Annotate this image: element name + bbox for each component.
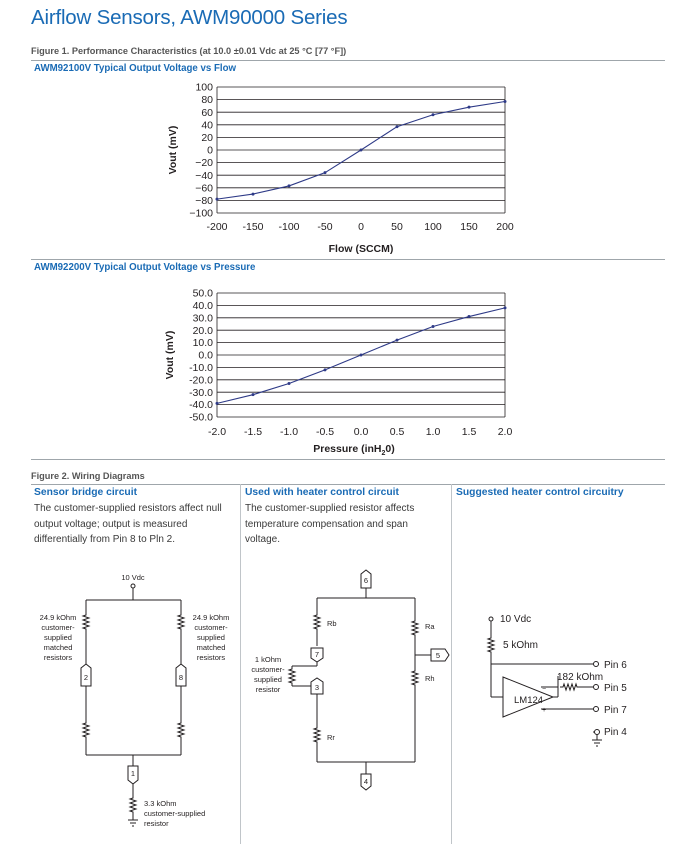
suggested-vdc-label: 10 Vdc: [500, 614, 532, 625]
x-axis-label: Flow (SCCM): [328, 243, 394, 255]
bridge-bottom-res-l1: customer-supplied: [144, 809, 206, 818]
suggested-5k-resistor: [488, 635, 494, 655]
suggested-title: Suggested heater control circuitry: [456, 487, 624, 498]
heater-cust-res-l3: resistor: [255, 685, 281, 694]
y-tick-label: -30.0: [189, 386, 213, 399]
bridge-diagram: [81, 573, 186, 826]
bridge-left-res-text: [40, 613, 77, 662]
bridge-right-res-l3: matched: [196, 643, 226, 652]
suggested-pin5-terminal: [594, 685, 599, 690]
y-tick-label: −100: [189, 207, 213, 220]
x-tick-label: -1.5: [243, 426, 263, 438]
heater-pin-5-label: 5: [435, 651, 441, 660]
x-tick-label: 150: [460, 221, 478, 233]
suggested-pin5-label: Pin 5: [604, 683, 627, 694]
x-axis-label-main: Pressure (inH: [313, 443, 382, 455]
bridge-right-res-l1: customer-: [194, 623, 228, 632]
heater-cust-res-l2: supplied: [254, 675, 282, 684]
y-axis-label: Vout (mV): [164, 330, 176, 380]
y-tick-label: 40: [201, 119, 213, 132]
suggested-pin6-terminal: [594, 662, 599, 667]
heater-labels: [327, 619, 435, 742]
heater-cust-res-text: [251, 655, 285, 694]
x-tick-label: 100: [424, 221, 442, 233]
suggested-pin7-label: Pin 7: [604, 705, 627, 716]
y-tick-label: 40.0: [192, 300, 213, 312]
x-axis-label-end: 0): [385, 443, 395, 455]
bridge-title: Sensor bridge circuit: [34, 487, 137, 498]
y-tick-label: 50.0: [192, 287, 213, 300]
bridge-left-res-l0: 24.9 kOhm: [39, 613, 77, 622]
x-tick-label: 1.0: [425, 426, 441, 438]
y-axis-label: Vout (mV): [167, 125, 179, 175]
x-tick-label: -1.0: [279, 426, 299, 438]
y-tick-label: −20: [195, 157, 213, 170]
suggested-pin7-terminal: [594, 707, 599, 712]
lm124-label: LM124: [514, 695, 544, 706]
y-tick-label: -50.0: [189, 411, 213, 424]
heater-ra-label: Ra: [425, 622, 435, 631]
heater-rh-label: Rh: [425, 674, 435, 683]
y-tick-label: -40.0: [189, 399, 213, 412]
x-tick-label: -0.5: [315, 426, 335, 438]
bridge-bottom-res-text: [144, 799, 205, 828]
suggested-pin4-label: Pin 4: [604, 727, 627, 738]
suggested-vdc-terminal: [489, 617, 493, 621]
bridge-left-res-l2: supplied: [44, 633, 72, 642]
heater-pin-6-label: 6: [363, 576, 369, 585]
suggested-pin6-label: Pin 6: [604, 660, 627, 671]
x-tick-label: 0.0: [353, 426, 369, 438]
heater-pin-7-label: 7: [314, 650, 320, 659]
y-tick-label: 100: [195, 81, 213, 94]
y-tick-label: −60: [195, 182, 213, 195]
heater-pin-3-label: 3: [314, 683, 320, 692]
suggested-labels: [500, 614, 627, 738]
bridge-left-res-l1: customer-: [41, 623, 75, 632]
heater-cust-resistor: [289, 666, 295, 686]
heater-rh-resistor: [412, 668, 418, 688]
y-tick-label: 0.0: [198, 349, 213, 362]
chart1-title: AWM92100V Typical Output Voltage vs Flow: [34, 63, 237, 74]
y-tick-label: -20.0: [189, 374, 213, 387]
bridge-right-res-l4: resistors: [196, 653, 226, 662]
y-tick-label: 30.0: [192, 312, 213, 325]
suggested-182k-label: 182 kOhm: [557, 672, 604, 683]
bridge-right-res-l0: 24.9 kOhm: [192, 613, 230, 622]
heater-rr-label: Rr: [327, 733, 335, 742]
chart2-title: AWM92200V Typical Output Voltage vs Pressure: [34, 262, 256, 273]
heater-title: Used with heater control circuit: [245, 487, 399, 498]
heater-ra-resistor: [412, 618, 418, 638]
x-tick-label: 0: [358, 221, 364, 233]
bridge-bottom-res-l0: 3.3 kOhm: [144, 799, 177, 808]
x-tick-label: -2.0: [207, 426, 227, 438]
x-tick-label: 0.5: [389, 426, 405, 438]
opamp-minus: −: [542, 686, 547, 693]
suggested-182k-resistor: [560, 684, 580, 690]
x-tick-label: -200: [206, 221, 228, 233]
bridge-left-res-l4: resistors: [43, 653, 73, 662]
bridge-bottom-resistor: [130, 795, 136, 815]
y-tick-label: 20.0: [192, 324, 213, 337]
bridge-vdc-terminal: [131, 584, 135, 588]
heater-cust-res-l0: 1 kOhm: [254, 655, 282, 664]
bridge-desc: The customer-supplied resistors affect null output voltage; output is measured differentially from Pin 8 to Pln 2.: [34, 503, 222, 546]
bridge-left-resistor: [83, 612, 89, 632]
y-tick-label: 60: [201, 106, 213, 119]
y-tick-label: 10.0: [192, 337, 213, 350]
opamp-plus: +: [542, 707, 547, 714]
x-tick-label: 200: [496, 221, 514, 233]
suggested-5k-label: 5 kOhm: [503, 640, 539, 651]
x-tick-label: 1.5: [461, 426, 477, 438]
figure1-caption: Figure 1. Performance Characteristics (at 10.0 ±0.01 Vdc at 25 °C [77 °F]): [31, 46, 347, 56]
y-tick-label: −40: [195, 169, 213, 182]
bridge-left-res-l3: matched: [43, 643, 73, 652]
bridge-lower-left-resistor: [83, 720, 89, 740]
x-tick-label: 50: [391, 221, 403, 233]
bridge-pin-8-label: 8: [178, 673, 184, 682]
heater-desc: The customer-supplied resistor affects temperature compensation and span voltage.: [245, 503, 415, 546]
x-tick-label: -50: [317, 221, 333, 233]
bridge-right-res-l2: supplied: [197, 633, 225, 642]
y-tick-label: 0: [207, 144, 213, 157]
y-tick-label: 20: [201, 132, 213, 144]
heater-rr-resistor: [314, 725, 320, 745]
x-tick-label: -100: [278, 221, 300, 233]
y-tick-label: −80: [195, 195, 213, 207]
bridge-lower-right-resistor: [178, 720, 184, 740]
bridge-pin-2-label: 2: [83, 673, 89, 682]
bridge-right-resistor: [178, 612, 184, 632]
heater-rb-label: Rb: [327, 619, 337, 628]
heater-rb-resistor: [314, 612, 320, 632]
bridge-bottom-res-l2: resistor: [144, 819, 169, 828]
page-title: Airflow Sensors, AWM90000 Series: [31, 6, 348, 29]
bridge-pin-1-label: 1: [130, 769, 136, 778]
bridge-vdc-label: 10 Vdc: [121, 573, 145, 582]
bridge-right-res-text: [193, 613, 230, 662]
figure2-caption: Figure 2. Wiring Diagrams: [31, 471, 145, 481]
heater-cust-res-l1: customer-: [251, 665, 285, 674]
x-axis-label-sub: 2: [381, 450, 386, 457]
suggested-pin4-terminal: [595, 730, 600, 735]
y-tick-label: -10.0: [189, 362, 213, 374]
x-tick-label: 2.0: [497, 426, 513, 438]
heater-pin-4-label: 4: [363, 777, 369, 786]
y-tick-label: 80: [201, 94, 213, 107]
x-tick-label: -150: [242, 221, 264, 233]
